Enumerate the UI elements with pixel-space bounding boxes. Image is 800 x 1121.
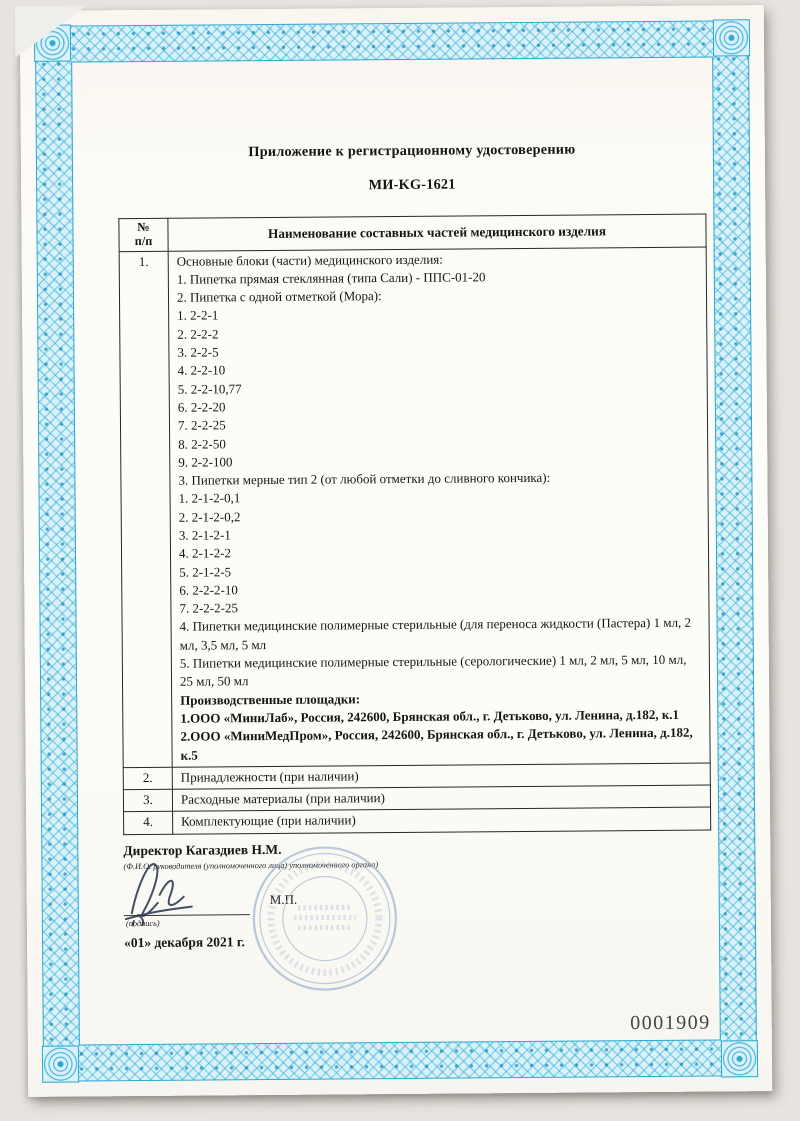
- header-num: [119, 218, 168, 251]
- components-table: [118, 214, 711, 835]
- issue-date: «01» декабря 2021 г.: [124, 933, 245, 950]
- round-stamp: [249, 843, 400, 994]
- page-content: [73, 59, 719, 1044]
- row-number: 1.: [119, 251, 172, 768]
- content-line: 1.ООО «МиниЛаб», Россия, 242600, Брянская обл., г. Детьково, ул. Ленина, д.182, к.1: [180, 706, 680, 726]
- serial-number: 0001909: [630, 1011, 711, 1035]
- content-line: Комплектующие (при наличии): [181, 812, 356, 830]
- border-corner-rosette: [42, 1046, 79, 1083]
- content-line: 4. 2-2-10: [177, 362, 226, 379]
- row-number: 3.: [123, 789, 172, 812]
- header-num-top: №: [137, 219, 150, 235]
- registration-number: МИ-KG-1621: [368, 176, 456, 194]
- content-line: 2. 2-1-2-0,2: [178, 508, 241, 525]
- header-name: Наименование составных частей медицинского изделия: [168, 214, 706, 251]
- stamp-abbreviation: М.П.: [269, 891, 298, 907]
- content-line: 8. 2-2-50: [178, 435, 226, 452]
- content-line: 2. Пипетка с одной отметкой (Мора):: [176, 288, 382, 305]
- content-line: 1. 2-1-2-0,1: [178, 490, 241, 507]
- content-line: 2.ООО «МиниМедПром», Россия, 242600, Брянская обл., г. Детьково, ул. Ленина, д.182, к.5: [180, 724, 693, 763]
- content-line: 2. 2-2-2: [177, 326, 219, 342]
- content-line: 9. 2-2-100: [178, 454, 233, 470]
- content-line: 3. 2-2-5: [177, 344, 219, 360]
- content-line: 7. 2-2-25: [177, 417, 226, 433]
- content-line: Производственные площадки:: [180, 690, 361, 708]
- components-table-body: [119, 247, 711, 835]
- content-line: 3. 2-1-2-1: [178, 527, 231, 543]
- content-line: 4. 2-1-2-2: [178, 545, 232, 561]
- content-line: 5. 2-2-10,77: [177, 380, 242, 397]
- row-number: 4.: [124, 812, 173, 835]
- content-line: 1. 2-2-1: [177, 307, 219, 324]
- row-number: 2.: [123, 767, 172, 790]
- content-line: Основные блоки (части) медицинского изделия:: [176, 251, 443, 269]
- content-line: 7. 2-2-2-25: [179, 600, 239, 616]
- table-row: [119, 247, 710, 768]
- director-name: Директор Кагаздиев Н.М.: [123, 841, 282, 858]
- content-line: 5. 2-1-2-5: [179, 563, 232, 580]
- content-line: 4. Пипетки медицинские полимерные стерильные (для переноса жидкости (Пастера) 1 мл, 2 мл, 3,5 мл, 5 мл: [179, 615, 692, 653]
- content-line: Расходные материалы (при наличии): [180, 790, 385, 807]
- certificate-page: [20, 5, 773, 1097]
- director-caption: (Ф.И.О. руководителя (уполномоченного лица) уполномоченного органа): [123, 859, 379, 871]
- content-line: Принадлежности (при наличии): [180, 768, 359, 785]
- document-title: Приложение к регистрационному удостоверению: [248, 141, 576, 161]
- content-line: 6. 2-2-20: [177, 399, 226, 415]
- signoff-block: [123, 830, 713, 1050]
- content-line: 5. Пипетки медицинские полимерные стерильные (серологические) 1 мл, 2 мл, 5 мл, 10 мл, 25 мл, 50 мл: [179, 651, 687, 690]
- row-content: [168, 247, 710, 768]
- header-num-bottom: п/п: [134, 233, 153, 248]
- border-corner-rosette: [713, 19, 750, 56]
- content-line: 6. 2-2-2-10: [179, 582, 238, 598]
- border-corner-rosette: [721, 1040, 758, 1077]
- signature-caption: (подпись): [125, 918, 160, 928]
- content-line: 3. Пипетки мерные тип 2 (от любой отметки до сливного кончика):: [178, 469, 551, 488]
- content-line: 1. Пипетка прямая стеклянная (типа Сали) - ППС-01-20: [176, 269, 486, 287]
- table-header-row: [119, 214, 706, 251]
